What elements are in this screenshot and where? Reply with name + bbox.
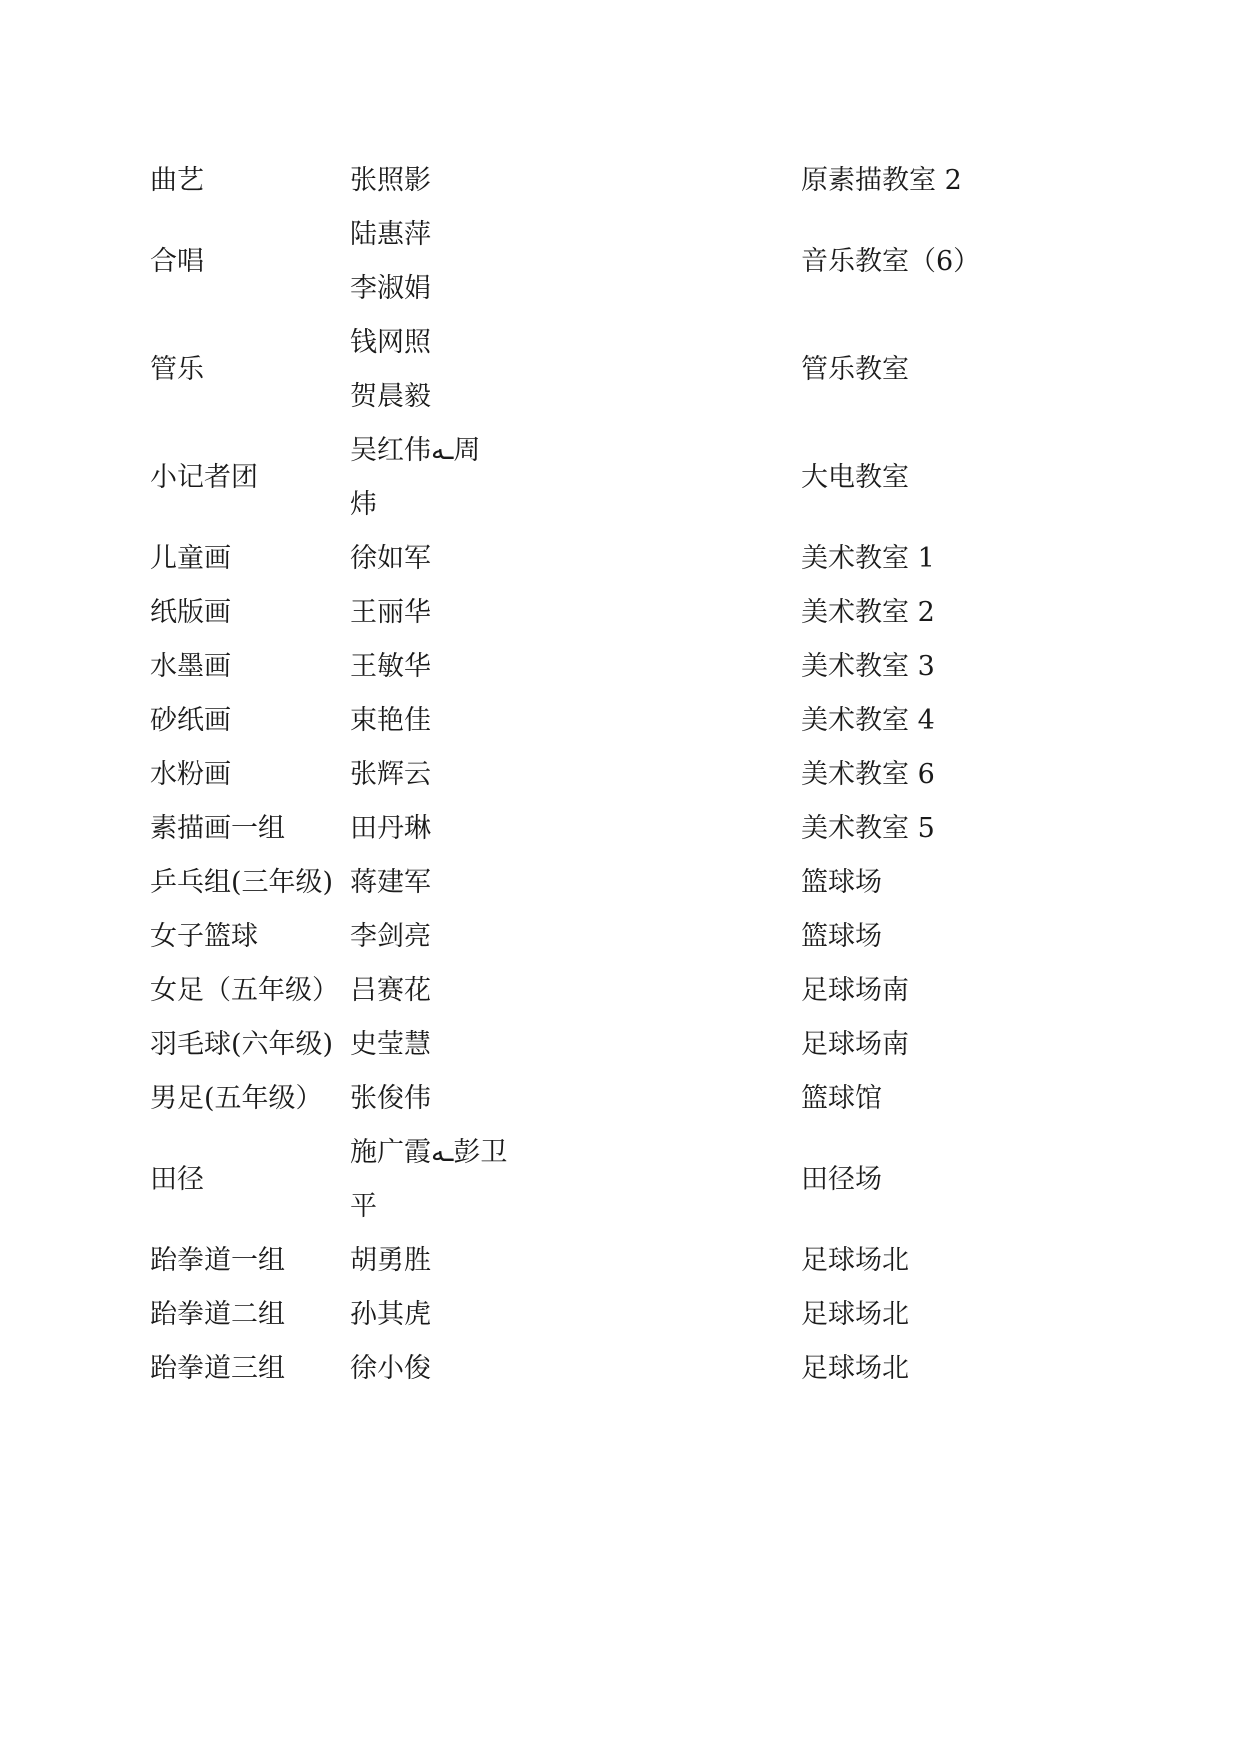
teacher-name: 史莹慧: [350, 1029, 431, 1060]
teacher-name: 张辉云: [350, 759, 431, 790]
activity-table: [150, 154, 1050, 1396]
activity-name: 羽毛球(六年级): [150, 1029, 334, 1060]
teacher-name: 施广霞ـه彭卫平: [350, 1137, 508, 1222]
teacher-name: 孙其虎: [350, 1299, 431, 1330]
activity-name: 纸版画: [150, 597, 231, 628]
room-name: 篮球场: [801, 921, 882, 952]
table-row: [150, 154, 1050, 208]
room-name: 篮球馆: [801, 1083, 882, 1114]
table-row: [150, 856, 1050, 910]
table-row: [150, 424, 1050, 532]
table-row: [150, 208, 1050, 316]
room-name: 足球场南: [801, 1029, 909, 1060]
room-name: 篮球场: [801, 867, 882, 898]
table-row: [150, 1234, 1050, 1288]
activity-name: 女足（五年级）: [150, 975, 339, 1006]
activity-name: 管乐: [150, 354, 204, 385]
activity-name: 跆拳道三组: [150, 1353, 285, 1384]
activity-name: 水墨画: [150, 651, 231, 682]
room-name: 美术教室 5: [801, 813, 935, 844]
table-row: [150, 1018, 1050, 1072]
activity-name: 素描画一组: [150, 813, 285, 844]
room-name: 大电教室: [801, 462, 909, 493]
activity-name: 乒乓组(三年级): [150, 867, 334, 898]
room-name: 美术教室 6: [801, 759, 935, 790]
table-row: [150, 964, 1050, 1018]
activity-name: 男足(五年级）: [150, 1083, 323, 1114]
table-row: [150, 748, 1050, 802]
teacher-name: 王敏华: [350, 651, 431, 682]
table-row: [150, 316, 1050, 424]
activity-name: 跆拳道二组: [150, 1299, 285, 1330]
table-row: [150, 586, 1050, 640]
activity-name: 水粉画: [150, 759, 231, 790]
activity-name: 砂纸画: [150, 705, 231, 736]
teacher-name: 李剑亮: [350, 921, 431, 952]
teacher-name: 徐小俊: [350, 1353, 431, 1384]
activity-name: 合唱: [150, 246, 204, 277]
room-name: 原素描教室 2: [801, 165, 962, 196]
teacher-name: 张俊伟: [350, 1083, 431, 1114]
teacher-name: 束艳佳: [350, 705, 431, 736]
activity-name: 女子篮球: [150, 921, 258, 952]
activity-name: 儿童画: [150, 543, 231, 574]
room-name: 管乐教室: [801, 354, 909, 385]
teacher-name: 蒋建军: [350, 867, 431, 898]
teacher-name: 田丹琳: [350, 813, 431, 844]
teacher-name: 吴红伟ـه周 炜: [350, 435, 481, 520]
teacher-name: 张照影: [350, 165, 431, 196]
room-name: 足球场北: [801, 1245, 909, 1276]
activity-name: 曲艺: [150, 165, 204, 196]
room-name: 田径场: [801, 1164, 882, 1195]
room-name: 音乐教室（6）: [801, 246, 981, 277]
teacher-name: 王丽华: [350, 597, 431, 628]
room-name: 足球场南: [801, 975, 909, 1006]
table-row: [150, 1342, 1050, 1396]
table-row: [150, 640, 1050, 694]
activity-name: 小记者团: [150, 462, 258, 493]
table-row: [150, 1288, 1050, 1342]
room-name: 美术教室 4: [801, 705, 935, 736]
teacher-name: 吕赛花: [350, 975, 431, 1006]
table-row: [150, 1126, 1050, 1234]
activity-name: 田径: [150, 1164, 204, 1195]
room-name: 美术教室 1: [801, 543, 935, 574]
teacher-name: 陆惠萍李淑娟: [350, 219, 431, 304]
activity-name: 跆拳道一组: [150, 1245, 285, 1276]
teacher-name: 钱网照贺晨毅: [350, 327, 431, 412]
table-row: [150, 532, 1050, 586]
room-name: 美术教室 3: [801, 651, 935, 682]
table-row: [150, 694, 1050, 748]
table-row: [150, 802, 1050, 856]
room-name: 足球场北: [801, 1353, 909, 1384]
teacher-name: 胡勇胜: [350, 1245, 431, 1276]
table-row: [150, 1072, 1050, 1126]
room-name: 美术教室 2: [801, 597, 935, 628]
table-row: [150, 910, 1050, 964]
room-name: 足球场北: [801, 1299, 909, 1330]
teacher-name: 徐如军: [350, 543, 431, 574]
